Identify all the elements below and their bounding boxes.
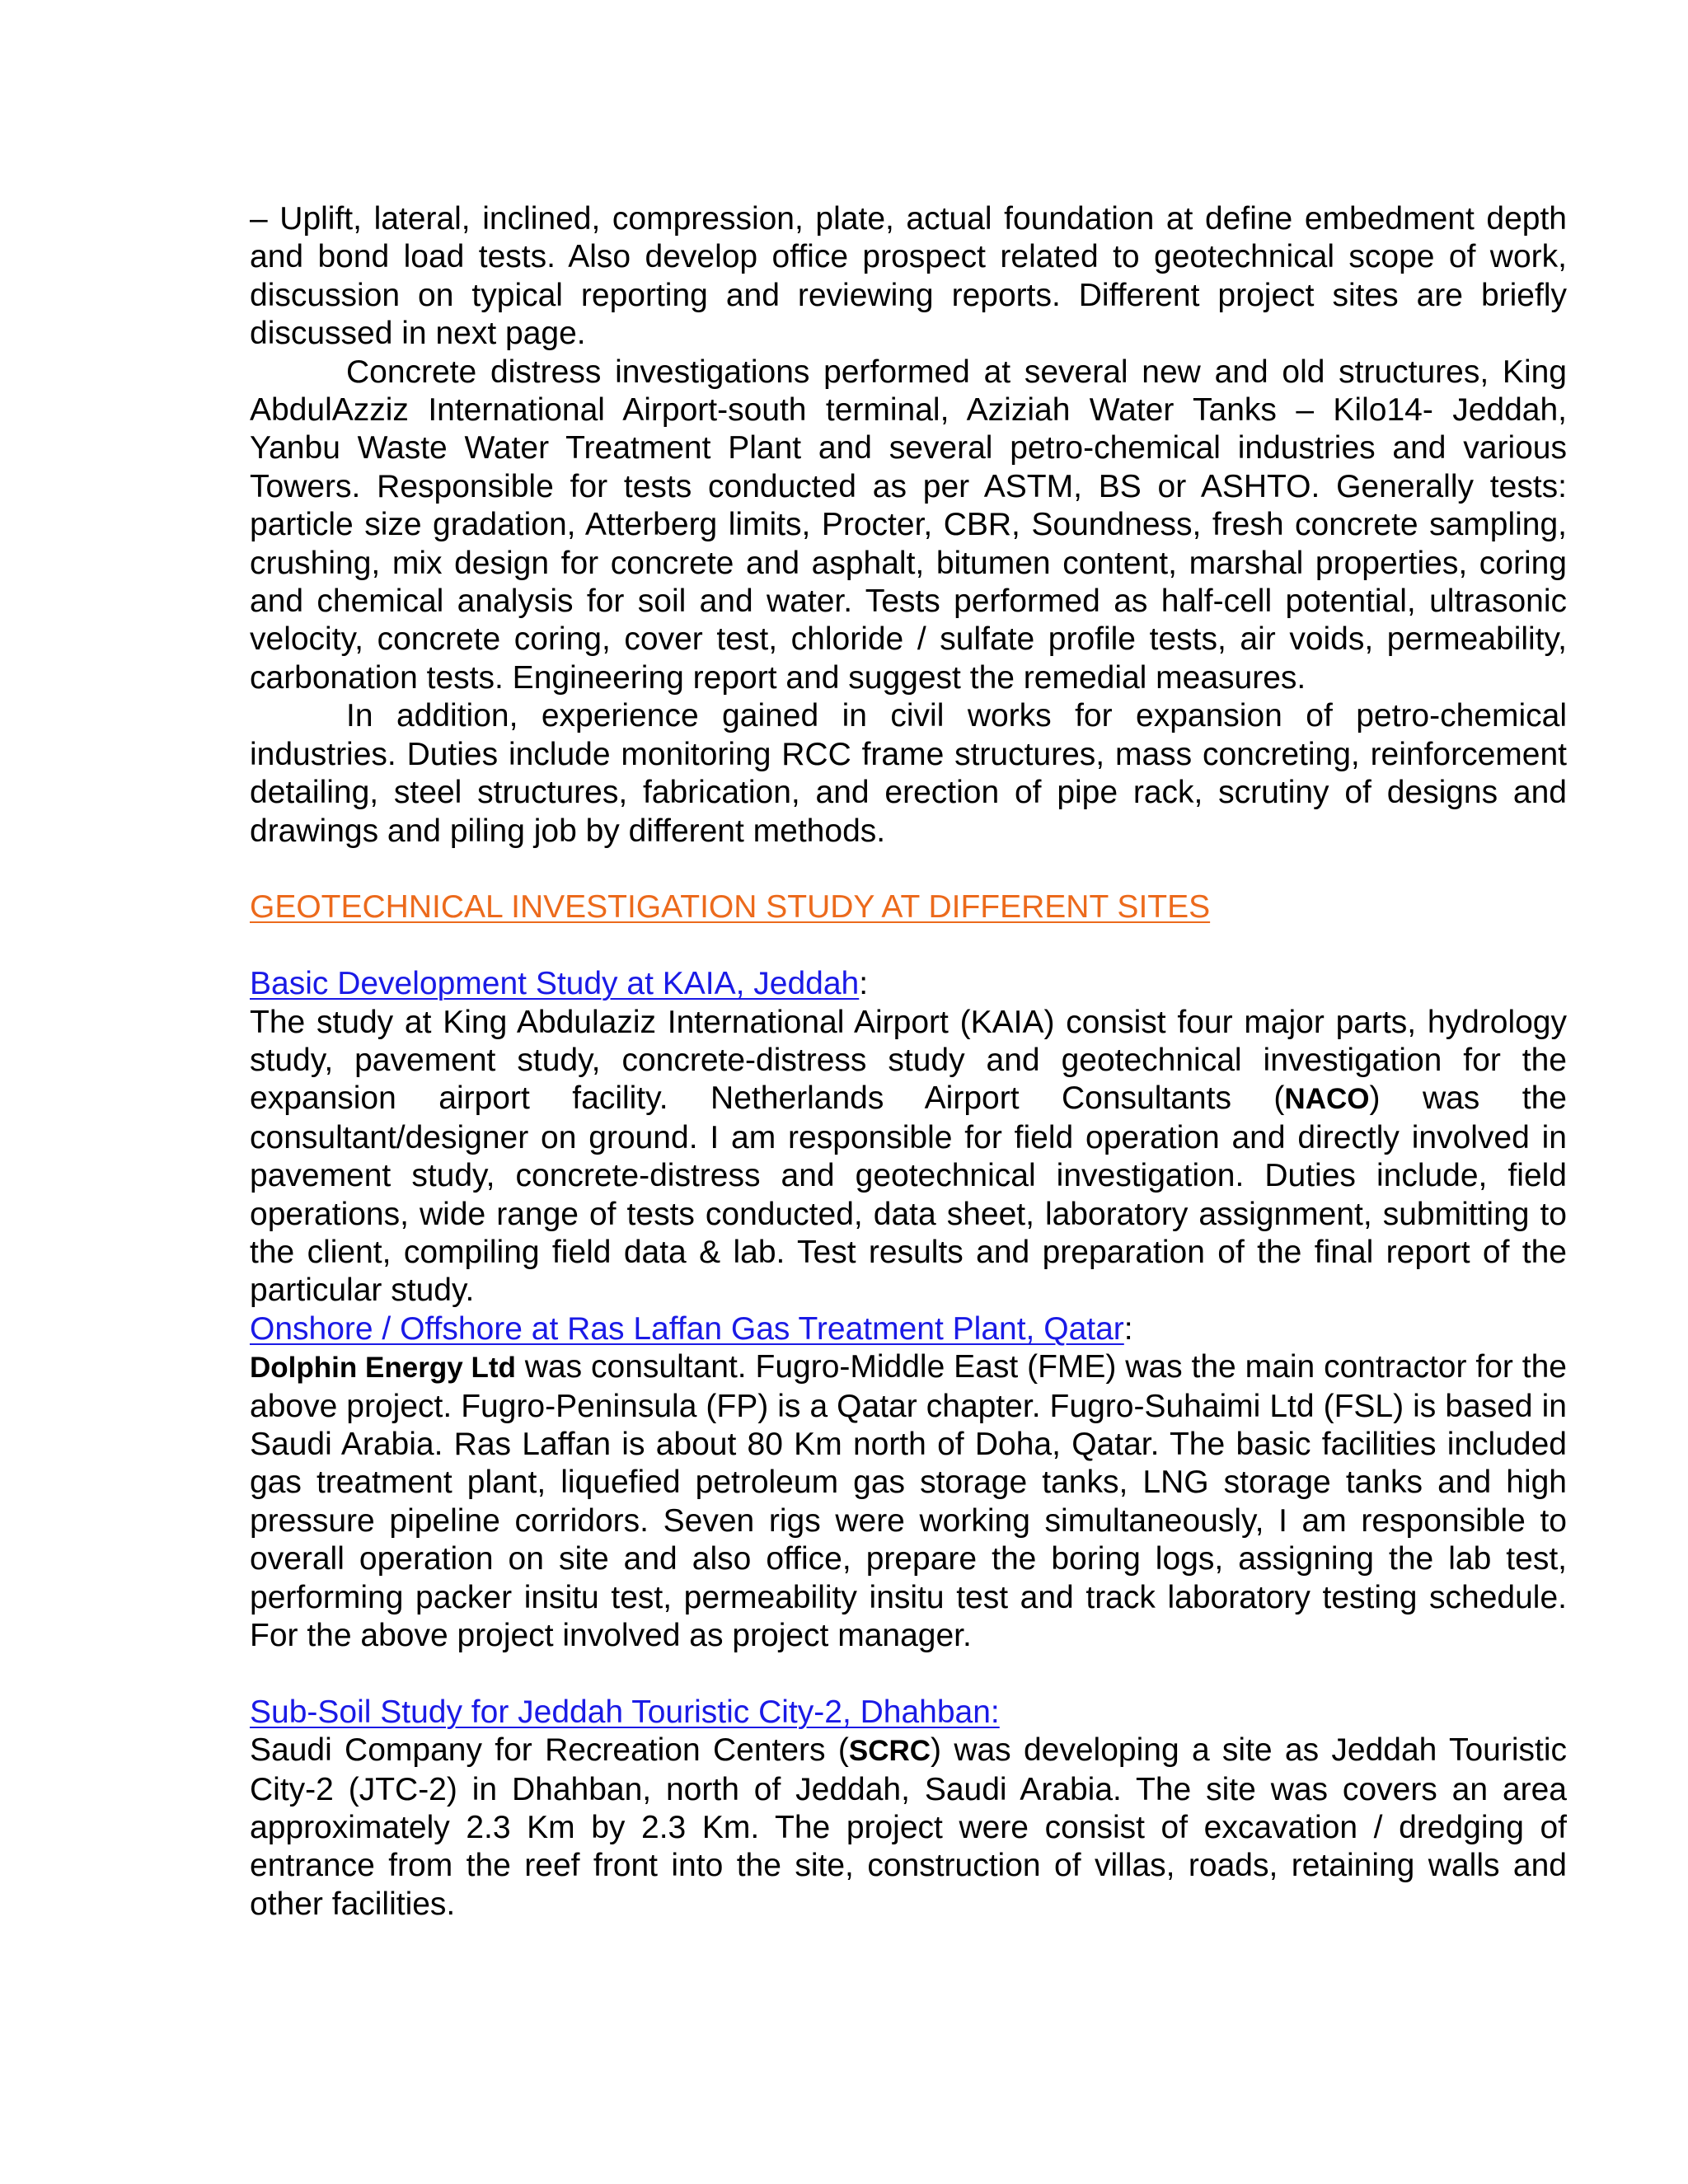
dhahban-text-before: Saudi Company for Recreation Centers ( [250,1732,849,1769]
intro-paragraph-concrete-distress: Concrete distress investigations performed at several new and old structures, King AbdulAzziz International Airport-south terminal, Aziziah Water Tanks – Kilo14- Jeddah, Yanbu Waste Water Treatment Plant and several petro-chemical industries and various Towers. Responsible for tests conducted as per ASTM, BS or ASHTO. Generally tests: particle size gradation, Atterberg limits, Procter, CBR, Soundness, fresh concrete sampling, crushing, mix design for concrete and asphalt, bitumen content, marshal properties, coring and chemical analysis for soil and water. Tests performed as half-cell potential, ultrasonic velocity, concrete coring, cover test, chloride / sulfate profile tests, air voids, permeability, carbonation tests. Engineering report and suggest the remedial measures. [250,354,1567,696]
kaia-bold-naco: NACO [1284,1083,1370,1116]
project-heading-dhahban[interactable]: Sub-Soil Study for Jeddah Touristic City-2, Dhahban: [250,1694,1000,1730]
intro-paragraph-civil-works: In addition, experience gained in civil works for expansion of petro-chemical industries. Duties include monitoring RCC frame structures, mass concreting, reinforcement detailing, steel structures, fabrication, and erection of pipe rack, scrutiny of designs and drawings and piling job by different methods. [250,698,1567,849]
project-description-kaia [250,1004,1567,1310]
project-heading-ras-laffan-line [250,1310,1567,1348]
spacer [250,851,1567,888]
kaia-text-before: The study at King Abdulaziz International Airport (KAIA) consist four major parts, hydrology study, pavement study, concrete-distress study and geotechnical investigation for the expansion airport facility. Netherlands Airport Consultants ( [250,1004,1567,1117]
page-content [250,200,1567,1924]
dhahban-text-after: ) was developing a site as Jeddah Touristic City-2 (JTC-2) in Dhahban, north of Jeddah, Saudi Arabia. The site was covers an area approximately 2.3 Km by 2.3 Km. The project were consist of excavation / dredging of entrance from the reef front into the site, construction of villas, roads, retaining walls and other facilities. [250,1732,1567,1922]
project-heading-kaia[interactable]: Basic Development Study at KAIA, Jeddah [250,966,860,1002]
ras-laffan-text-after: was consultant. Fugro-Middle East (FME) was the main contractor for the above project. Fugro-Peninsula (FP) is a Qatar chapter. Fugro-Suhaimi Ltd (FSL) is based in Saudi Arabia. Ras Laffan is about 80 Km north of Doha, Qatar. The basic facilities included gas treatment plant, liquefied petroleum gas storage tanks, LNG storage tanks and high pressure pipeline corridors. Seven rigs were working simultaneously, I am responsible to overall operation on site and also office, prepare the boring logs, assigning the lab test, performing packer insitu test, permeability insitu test and track laboratory testing schedule. For the above project involved as project manager. [250,1349,1567,1653]
dhahban-bold-scrc: SCRC [848,1735,931,1768]
project-heading-ras-laffan[interactable]: Onshore / Offshore at Ras Laffan Gas Treatment Plant, Qatar [250,1310,1124,1347]
project-heading-kaia-line [250,965,1567,1003]
intro-paragraph-load-tests: – Uplift, lateral, inclined, compression, plate, actual foundation at define embedment depth and bond load tests. Also develop office prospect related to geotechnical scope of work, discussion on typical reporting and reviewing reports. Different project sites are briefly discussed in next page. [250,201,1567,352]
kaia-text-after: ) was the consultant/designer on ground. I am responsible for field operation and directly involved in pavement study, concrete-distress and geotechnical investigation. Duties include, field operations, wide range of tests conducted, data sheet, laboratory assignment, submitting to the client, compiling field data & lab. Test results and preparation of the final report of the particular study. [250,1080,1567,1309]
project-heading-dhahban-line [250,1694,1567,1732]
section-heading-geotechnical[interactable]: GEOTECHNICAL INVESTIGATION STUDY AT DIFFERENT SITES [250,889,1211,926]
spacer [250,1655,1567,1693]
ras-laffan-bold-dolphin: Dolphin Energy Ltd [250,1352,516,1385]
project-description-ras-laffan [250,1348,1567,1655]
spacer [250,927,1567,965]
heading-colon: : [859,966,869,1002]
heading-colon: : [1123,1310,1133,1347]
project-description-dhahban [250,1732,1567,1924]
